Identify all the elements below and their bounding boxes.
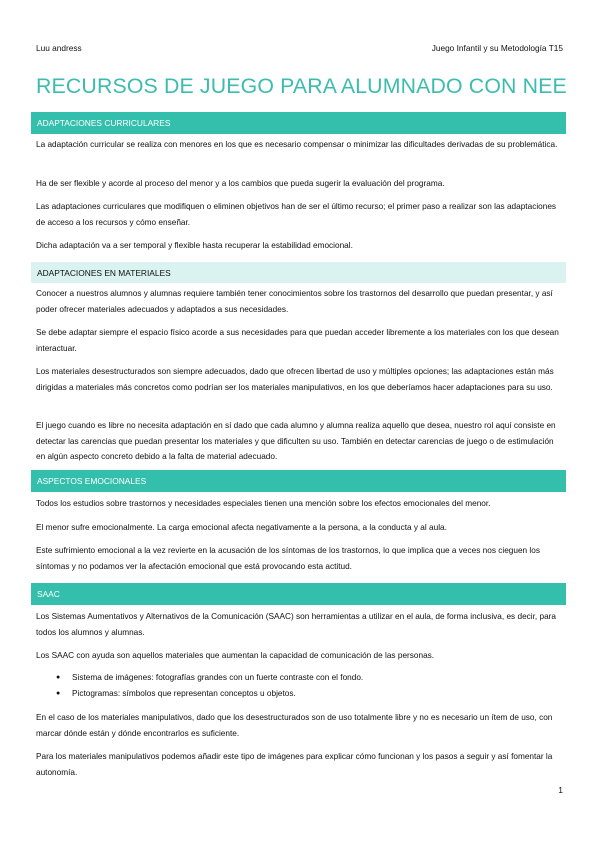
paragraph: En el caso de los materiales manipulativos, dado que los desestructurados son de uso totalmente libre y no es necesario un ítem de uso, con marcar dónde están y dónde encontrarlos es suficiente. bbox=[36, 713, 553, 738]
paragraph: Las adaptaciones curriculares que modifiquen o eliminen objetivos han de ser el último recurso; el primer paso a realizar son las adaptaciones de acceso a los recursos y cómo enseñar. bbox=[36, 202, 557, 227]
section-heading-saac: SAAC bbox=[31, 583, 566, 605]
paragraph: Conocer a nuestros alumnos y alumnas requiere también tener conocimientos sobre los trastornos del desarrollo que puedan presentar, y así poder ofrecer materiales adecuados y adaptados a sus necesidades. bbox=[36, 289, 553, 314]
paragraph: Se debe adaptar siempre el espacio físico acorde a sus necesidades para que puedan acceder libremente a los materiales con los que desean interactuar. bbox=[36, 328, 559, 353]
paragraph: Este sufrimiento emocional a la vez revierte en la acusación de los síntomas de los trastornos, lo que implica que a veces nos cieguen los síntomas y no podamos ver la afectación emocional que está provocando esta actitud. bbox=[36, 546, 540, 571]
paragraph: Los SAAC con ayuda son aquellos materiales que aumentan la capacidad de comunicación de las personas. bbox=[36, 651, 435, 660]
header-course: Juego Infantil y su Metodología T15 bbox=[431, 43, 563, 53]
section-heading-aspectos-emocionales: ASPECTOS EMOCIONALES bbox=[31, 470, 566, 492]
page-title: RECURSOS DE JUEGO PARA ALUMNADO CON NEE bbox=[36, 74, 567, 98]
paragraph: Los Sistemas Aumentativos y Alternativos de la Comunicación (SAAC) son herramientas a utilizar en el aula, de forma inclusiva, es decir, para todos los alumnos y alumnas. bbox=[36, 612, 556, 637]
paragraph: Para los materiales manipulativos podemos añadir este tipo de imágenes para explicar cómo funcionan y los pasos a seguir y así fomentar la autonomía. bbox=[36, 752, 553, 777]
paragraph: Dicha adaptación va a ser temporal y flexible hasta recuperar la estabilidad emocional. bbox=[36, 241, 353, 250]
bullet-list bbox=[56, 670, 556, 701]
list-item: ● Sistema de imágenes: fotografías grandes con un fuerte contraste con el fondo. bbox=[56, 670, 556, 686]
paragraph: La adaptación curricular se realiza con menores en los que es necesario compensar o minimizar las dificultades derivadas de su problemática. bbox=[36, 140, 558, 149]
paragraph: Todos los estudios sobre trastornos y necesidades especiales tienen una mención sobre los efectos emocionales del menor. bbox=[36, 499, 491, 508]
paragraph: El menor sufre emocionalmente. La carga emocional afecta negativamente a la persona, a la conducta y al aula. bbox=[36, 523, 447, 532]
section-heading-adaptaciones-curriculares: ADAPTACIONES CURRICULARES bbox=[31, 112, 566, 134]
list-item: ● Pictogramas: símbolos que representan conceptos u objetos. bbox=[56, 686, 556, 702]
paragraph: El juego cuando es libre no necesita adaptación en sí dado que cada alumno y alumna realiza aquello que desea, nuestro rol aquí consiste en detectar las carencias que puedan presentar los materiales y que dificulten su uso. También en detectar carencias de juego o de estimulación en algún aspecto concreto debido a la falta de material adecuado. bbox=[36, 421, 556, 462]
paragraph: Ha de ser flexible y acorde al proceso del menor y a los cambios que pueda sugerir la evaluación del programa. bbox=[36, 179, 445, 188]
paragraph: Los materiales desestructurados son siempre adecuados, dado que ofrecen libertad de uso y múltiples opciones; las adaptaciones están más dirigidas a materiales más concretos como podrían ser los materiales manipulativos, en los que deberíamos hacer adaptaciones para su uso. bbox=[36, 367, 554, 392]
page-number: 1 bbox=[558, 785, 563, 795]
section-heading-adaptaciones-materiales: ADAPTACIONES EN MATERIALES bbox=[31, 262, 566, 283]
header-author: Luu andress bbox=[36, 43, 82, 53]
